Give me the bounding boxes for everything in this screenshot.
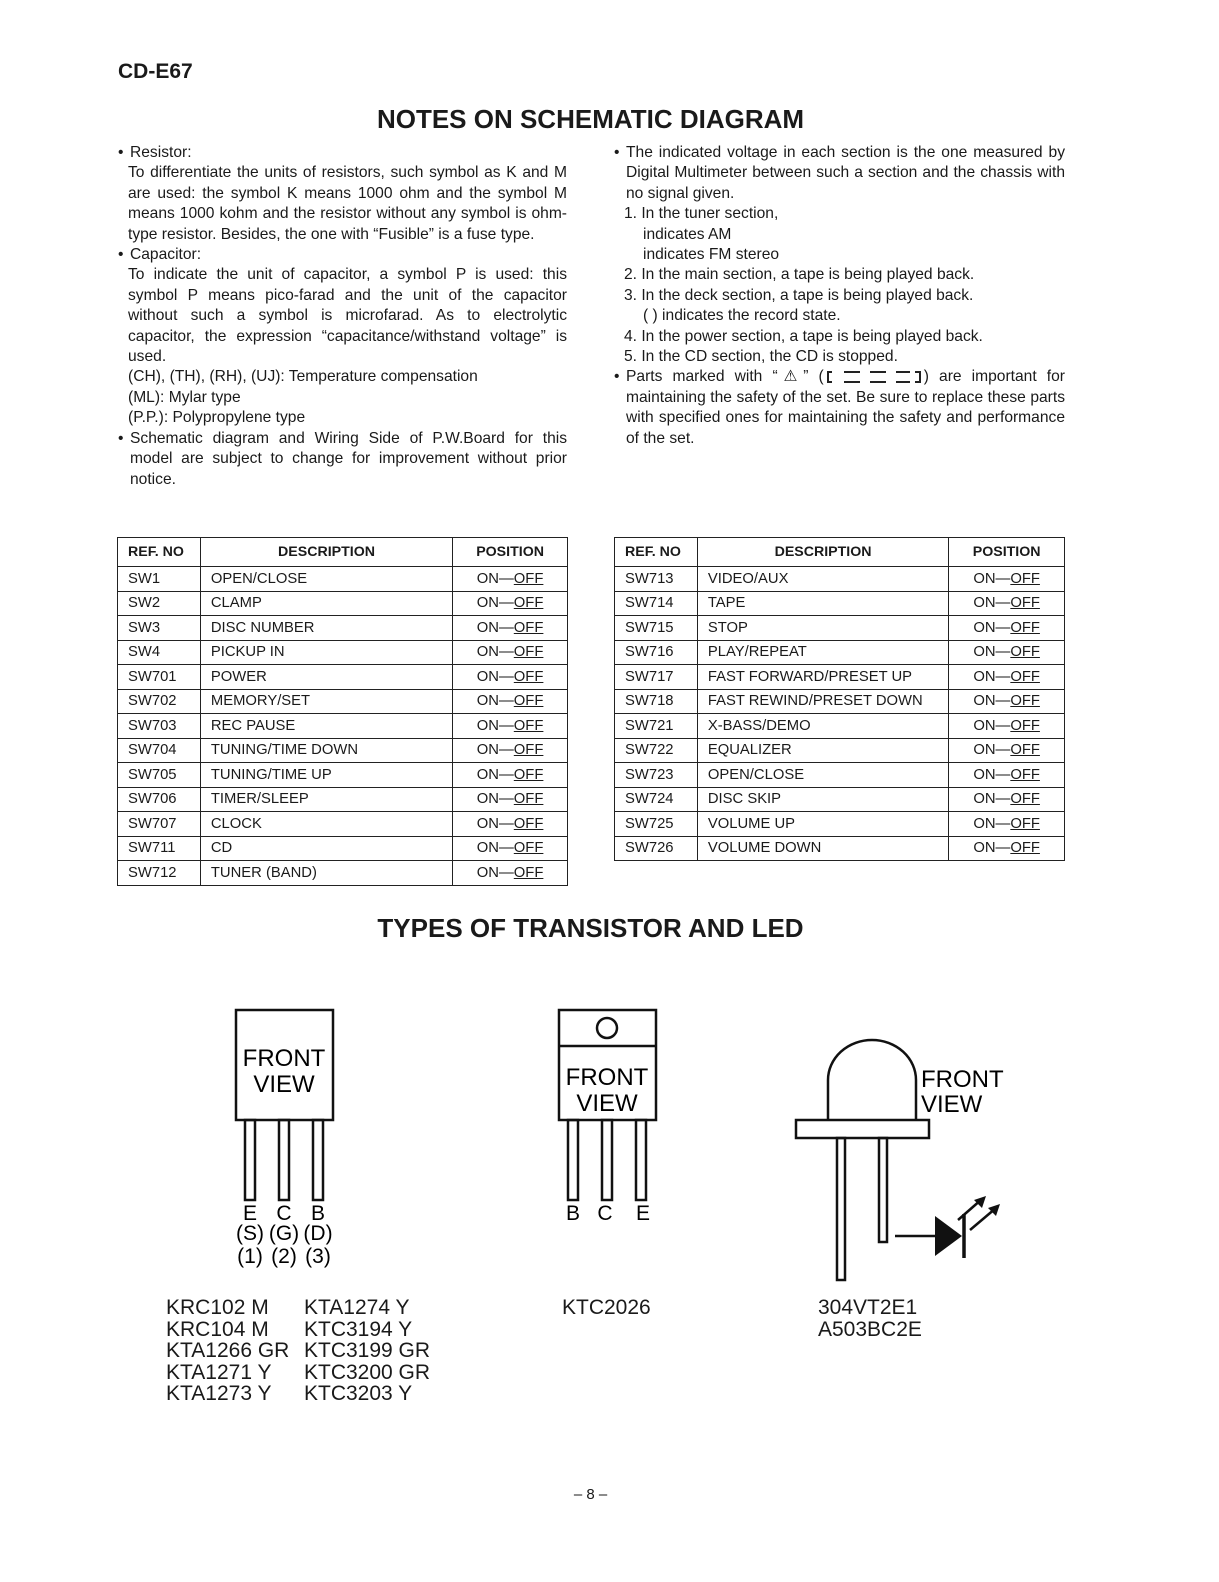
position-off-label: OFF — [513, 742, 544, 759]
tuner-fm-note: indicates FM stereo — [643, 246, 780, 264]
pin-label: C — [597, 1202, 613, 1225]
pin-number: (3) — [305, 1245, 331, 1268]
pin-label: B — [310, 1202, 326, 1225]
ref-no-cell: SW726 — [615, 836, 698, 861]
ref-no-cell: SW712 — [118, 861, 201, 886]
position-on-label: ON— — [476, 791, 514, 808]
position-cell — [949, 787, 1065, 812]
transistor-led-diagram — [0, 990, 1219, 1290]
position-on-label: ON— — [476, 595, 514, 612]
ref-no-cell: SW718 — [615, 689, 698, 714]
ref-no-header: REF. NO — [615, 538, 698, 567]
ref-no-cell: SW722 — [615, 738, 698, 763]
description-cell: FAST FORWARD/PRESET UP — [697, 665, 948, 690]
ref-no-cell: SW1 — [118, 567, 201, 592]
position-on-label: ON— — [973, 840, 1011, 857]
ref-no-cell: SW723 — [615, 763, 698, 788]
part-list-type1-col2 — [304, 1297, 430, 1405]
table-row — [118, 665, 568, 690]
capacitor-mylar: (ML): Mylar type — [128, 388, 241, 406]
types-title: TYPES OF TRANSISTOR AND LED — [377, 913, 804, 943]
ref-no-cell: SW705 — [118, 763, 201, 788]
view-label: VIEW — [253, 1071, 315, 1098]
led-figure — [796, 1040, 1004, 1280]
table-row — [118, 616, 568, 641]
position-cell — [453, 763, 568, 788]
ref-no-cell: SW704 — [118, 738, 201, 763]
table-row — [118, 812, 568, 837]
position-cell — [453, 738, 568, 763]
position-on-label: ON— — [476, 742, 514, 759]
position-cell — [453, 616, 568, 641]
ref-no-cell: SW702 — [118, 689, 201, 714]
pin-label-alt: (D) — [303, 1222, 333, 1245]
position-cell — [453, 689, 568, 714]
table-row — [118, 763, 568, 788]
position-cell — [949, 640, 1065, 665]
position-cell — [453, 787, 568, 812]
description-cell: DISC NUMBER — [200, 616, 452, 641]
ref-no-cell: SW706 — [118, 787, 201, 812]
description-cell: VIDEO/AUX — [697, 567, 948, 592]
position-off-label: OFF — [513, 619, 544, 636]
pin-label: E — [242, 1202, 258, 1225]
ref-no-cell: SW724 — [615, 787, 698, 812]
position-off-label: OFF — [1010, 791, 1040, 808]
position-on-label: ON— — [476, 644, 514, 661]
part-number: A503BC2E — [818, 1317, 922, 1341]
position-cell — [949, 665, 1065, 690]
description-header: DESCRIPTION — [697, 538, 948, 567]
table-row — [118, 787, 568, 812]
position-on-label: ON— — [973, 717, 1011, 734]
table-row — [118, 738, 568, 763]
ref-no-cell: SW713 — [615, 567, 698, 592]
pin-number: (1) — [237, 1245, 263, 1268]
position-cell — [453, 665, 568, 690]
position-on-label: ON— — [476, 668, 514, 685]
front-label: FRONT — [921, 1066, 1004, 1093]
view-label: VIEW — [576, 1090, 638, 1117]
position-on-label: ON— — [476, 619, 514, 636]
table-row — [615, 640, 1065, 665]
notes-left-column — [118, 143, 567, 490]
position-on-label: ON— — [973, 570, 1011, 587]
ref-no-cell: SW717 — [615, 665, 698, 690]
description-cell: TIMER/SLEEP — [200, 787, 452, 812]
position-on-label: ON— — [476, 570, 514, 587]
table-row — [118, 591, 568, 616]
position-cell — [949, 567, 1065, 592]
description-cell: MEMORY/SET — [200, 689, 452, 714]
description-cell: PICKUP IN — [200, 640, 452, 665]
position-cell — [949, 738, 1065, 763]
table-row — [615, 812, 1065, 837]
description-cell: POWER — [200, 665, 452, 690]
capacitor-text: To indicate the unit of capacitor, a symbol P is used: this symbol P means pico-farad and the unit of the capacitor without such a symbol is microfarad. As to electrolytic capacitor, the expression “capacitance/withstand voltage” is used. — [128, 266, 567, 366]
pin-label-alt: (S) — [236, 1222, 264, 1245]
table-row — [615, 689, 1065, 714]
lead-e — [245, 1120, 255, 1200]
position-off-label: OFF — [1010, 595, 1040, 612]
position-off-label: OFF — [513, 693, 544, 710]
safety-parts-note — [614, 367, 1065, 449]
ref-no-cell: SW3 — [118, 616, 201, 641]
description-cell: FAST REWIND/PRESET DOWN — [697, 689, 948, 714]
part-number: KTA1271 Y — [166, 1360, 272, 1384]
position-off-label: OFF — [1010, 668, 1040, 685]
position-on-label: ON— — [973, 644, 1011, 661]
part-number: KTA1274 Y — [304, 1296, 410, 1319]
model-number: CD-E67 — [118, 60, 193, 83]
position-off-label: OFF — [1010, 693, 1040, 710]
position-on-label: ON— — [476, 693, 514, 710]
mounting-hole-icon — [597, 1018, 617, 1038]
position-cell — [949, 836, 1065, 861]
ref-no-cell: SW721 — [615, 714, 698, 739]
warning-triangle-icon: ⚠ — [777, 368, 804, 386]
part-number: KTC3199 GR — [304, 1339, 431, 1362]
ref-no-cell: SW707 — [118, 812, 201, 837]
position-header: POSITION — [949, 538, 1065, 567]
part-number: KRC102 M — [166, 1296, 269, 1319]
position-off-label: OFF — [513, 840, 544, 857]
transistor-type1-figure — [236, 1010, 333, 1268]
table-row — [118, 836, 568, 861]
deck-section-item: 3. In the deck section, a tape is being played back. — [624, 286, 974, 304]
position-cell — [453, 591, 568, 616]
dashed-outline-icon — [826, 371, 922, 383]
part-number: KTC3203 Y — [304, 1382, 413, 1405]
position-on-label: ON— — [476, 766, 514, 783]
ref-no-cell: SW715 — [615, 616, 698, 641]
position-cell — [453, 836, 568, 861]
position-off-label: OFF — [513, 717, 544, 734]
position-on-label: ON— — [973, 693, 1011, 710]
lead-e — [636, 1120, 646, 1200]
table-row — [615, 567, 1065, 592]
resistor-text: To differentiate the units of resistors, such symbol as K and M are used: the symbol K means 1000 ohm and the symbol M means 1000 kohm and the resistor without any symbol is ohm-type resistor. Besides, the one with “Fusible” is a fuse type. — [128, 164, 567, 243]
table-row — [615, 616, 1065, 641]
ref-no-cell: SW2 — [118, 591, 201, 616]
lead-b — [568, 1120, 578, 1200]
position-on-label: ON— — [476, 840, 514, 857]
cd-section-item: 5. In the CD section, the CD is stopped. — [624, 348, 898, 366]
position-cell — [949, 616, 1065, 641]
description-cell: TUNING/TIME UP — [200, 763, 452, 788]
ref-no-cell: SW4 — [118, 640, 201, 665]
switch-table-left — [117, 537, 568, 886]
tuner-am-note: indicates AM — [643, 225, 732, 243]
table-row — [118, 861, 568, 886]
main-section-item: 2. In the main section, a tape is being played back. — [624, 266, 975, 284]
table-row — [615, 591, 1065, 616]
position-off-label: OFF — [513, 644, 544, 661]
view-label: VIEW — [921, 1091, 983, 1118]
front-label: FRONT — [565, 1064, 649, 1091]
position-off-label: OFF — [1010, 840, 1040, 857]
position-off-label: OFF — [513, 668, 544, 685]
switch-table-right — [614, 537, 1065, 861]
table-row — [118, 567, 568, 592]
position-off-label: OFF — [1010, 570, 1040, 587]
capacitor-temp-comp: (CH), (TH), (RH), (UJ): Temperature compensation — [128, 368, 478, 386]
position-on-label: ON— — [973, 595, 1011, 612]
voltage-note: • The indicated voltage in each section is the one measured by Digital Multimeter between such a section and the chassis with no signal given. — [614, 143, 1065, 204]
safety-note-prefix: Parts marked with “ — [626, 368, 778, 386]
position-off-label: OFF — [1010, 766, 1040, 783]
table-row — [615, 714, 1065, 739]
pin-label: E — [635, 1202, 651, 1225]
position-off-label: OFF — [513, 815, 544, 832]
position-on-label: ON— — [476, 815, 514, 832]
ref-no-header: REF. NO — [118, 538, 201, 567]
table-row — [615, 763, 1065, 788]
table-row — [118, 714, 568, 739]
part-number: KTC3200 GR — [304, 1360, 431, 1384]
power-section-item: 4. In the power section, a tape is being played back. — [624, 327, 983, 345]
transistor-type2-figure — [559, 1010, 656, 1225]
description-cell: X-BASS/DEMO — [697, 714, 948, 739]
position-off-label: OFF — [513, 864, 544, 881]
description-cell: OPEN/CLOSE — [200, 567, 452, 592]
position-cell — [453, 567, 568, 592]
front-label: FRONT — [242, 1045, 326, 1072]
description-cell: EQUALIZER — [697, 738, 948, 763]
position-on-label: ON— — [476, 717, 514, 734]
position-on-label: ON— — [973, 742, 1011, 759]
record-state-note: ( ) indicates the record state. — [643, 307, 841, 325]
description-cell: OPEN/CLOSE — [697, 763, 948, 788]
position-off-label: OFF — [513, 791, 544, 808]
description-cell: TUNER (BAND) — [200, 861, 452, 886]
capacitor-polypropylene: (P.P.): Polypropylene type — [128, 409, 306, 427]
part-number: 304VT2E1 — [818, 1296, 918, 1319]
led-symbol-icon — [895, 1196, 1000, 1258]
table-row — [118, 640, 568, 665]
notes-title: NOTES ON SCHEMATIC DIAGRAM — [376, 104, 805, 134]
description-cell: REC PAUSE — [200, 714, 452, 739]
pin-label: C — [276, 1202, 292, 1225]
lead-c — [279, 1120, 289, 1200]
description-cell: VOLUME UP — [697, 812, 948, 837]
position-off-label: OFF — [1010, 815, 1040, 832]
schematic-change-note: • Schematic diagram and Wiring Side of P.W.Board for this model are subject to change for improvement without prior notice. — [118, 429, 567, 490]
description-cell: DISC SKIP — [697, 787, 948, 812]
position-off-label: OFF — [1010, 742, 1040, 759]
table-row — [615, 836, 1065, 861]
position-off-label: OFF — [1010, 619, 1040, 636]
description-cell: CLAMP — [200, 591, 452, 616]
position-header: POSITION — [453, 538, 568, 567]
tuner-section-item: 1. In the tuner section, — [624, 205, 779, 223]
part-list-type2 — [562, 1297, 651, 1319]
ref-no-cell: SW716 — [615, 640, 698, 665]
description-cell: CLOCK — [200, 812, 452, 837]
position-cell — [453, 861, 568, 886]
capacitor-heading: • Capacitor: — [118, 245, 567, 265]
position-cell — [453, 640, 568, 665]
part-number: KTC2026 — [562, 1296, 651, 1319]
description-cell: PLAY/REPEAT — [697, 640, 948, 665]
position-cell — [453, 714, 568, 739]
description-cell: VOLUME DOWN — [697, 836, 948, 861]
part-number: KTA1266 GR — [166, 1339, 290, 1362]
description-cell: TAPE — [697, 591, 948, 616]
pin-label: B — [565, 1202, 581, 1225]
pin-label-alt: (G) — [268, 1222, 300, 1245]
ref-no-cell: SW711 — [118, 836, 201, 861]
position-cell — [949, 689, 1065, 714]
description-cell: STOP — [697, 616, 948, 641]
safety-note-text: ) are important for maintaining the safety of the set. Be sure to replace these parts with specified ones for maintaining the safety and performance of the set. — [626, 368, 1065, 447]
position-cell — [949, 714, 1065, 739]
part-number: KTC3194 Y — [304, 1317, 413, 1341]
part-number: KTA1273 Y — [166, 1382, 272, 1405]
led-long-lead — [837, 1138, 845, 1280]
position-off-label: OFF — [513, 570, 544, 587]
ref-no-cell: SW714 — [615, 591, 698, 616]
lead-c — [602, 1120, 612, 1200]
position-cell — [949, 763, 1065, 788]
led-short-lead — [879, 1138, 887, 1242]
position-on-label: ON— — [973, 815, 1011, 832]
table-row — [615, 665, 1065, 690]
resistor-heading: • Resistor: — [118, 143, 567, 163]
position-off-label: OFF — [513, 595, 544, 612]
position-on-label: ON— — [973, 766, 1011, 783]
pin-number: (2) — [271, 1245, 297, 1268]
ref-no-cell: SW703 — [118, 714, 201, 739]
position-on-label: ON— — [973, 668, 1011, 685]
position-cell — [949, 812, 1065, 837]
position-on-label: ON— — [973, 619, 1011, 636]
position-on-label: ON— — [476, 864, 514, 881]
lead-b — [313, 1120, 323, 1200]
part-number: KRC104 M — [166, 1317, 269, 1341]
table-row — [118, 689, 568, 714]
position-off-label: OFF — [1010, 644, 1040, 661]
part-list-type1-col1 — [166, 1297, 289, 1405]
part-list-led — [818, 1297, 922, 1340]
position-cell — [453, 812, 568, 837]
description-cell: CD — [200, 836, 452, 861]
position-on-label: ON— — [973, 791, 1011, 808]
page-number: – 8 – — [573, 1486, 608, 1503]
table-row — [615, 787, 1065, 812]
notes-right-column — [614, 143, 1065, 449]
safety-note-mid: ” ( — [803, 368, 824, 386]
description-header: DESCRIPTION — [200, 538, 452, 567]
ref-no-cell: SW701 — [118, 665, 201, 690]
description-cell: TUNING/TIME DOWN — [200, 738, 452, 763]
position-off-label: OFF — [513, 766, 544, 783]
table-row — [615, 738, 1065, 763]
ref-no-cell: SW725 — [615, 812, 698, 837]
position-off-label: OFF — [1010, 717, 1040, 734]
position-cell — [949, 591, 1065, 616]
